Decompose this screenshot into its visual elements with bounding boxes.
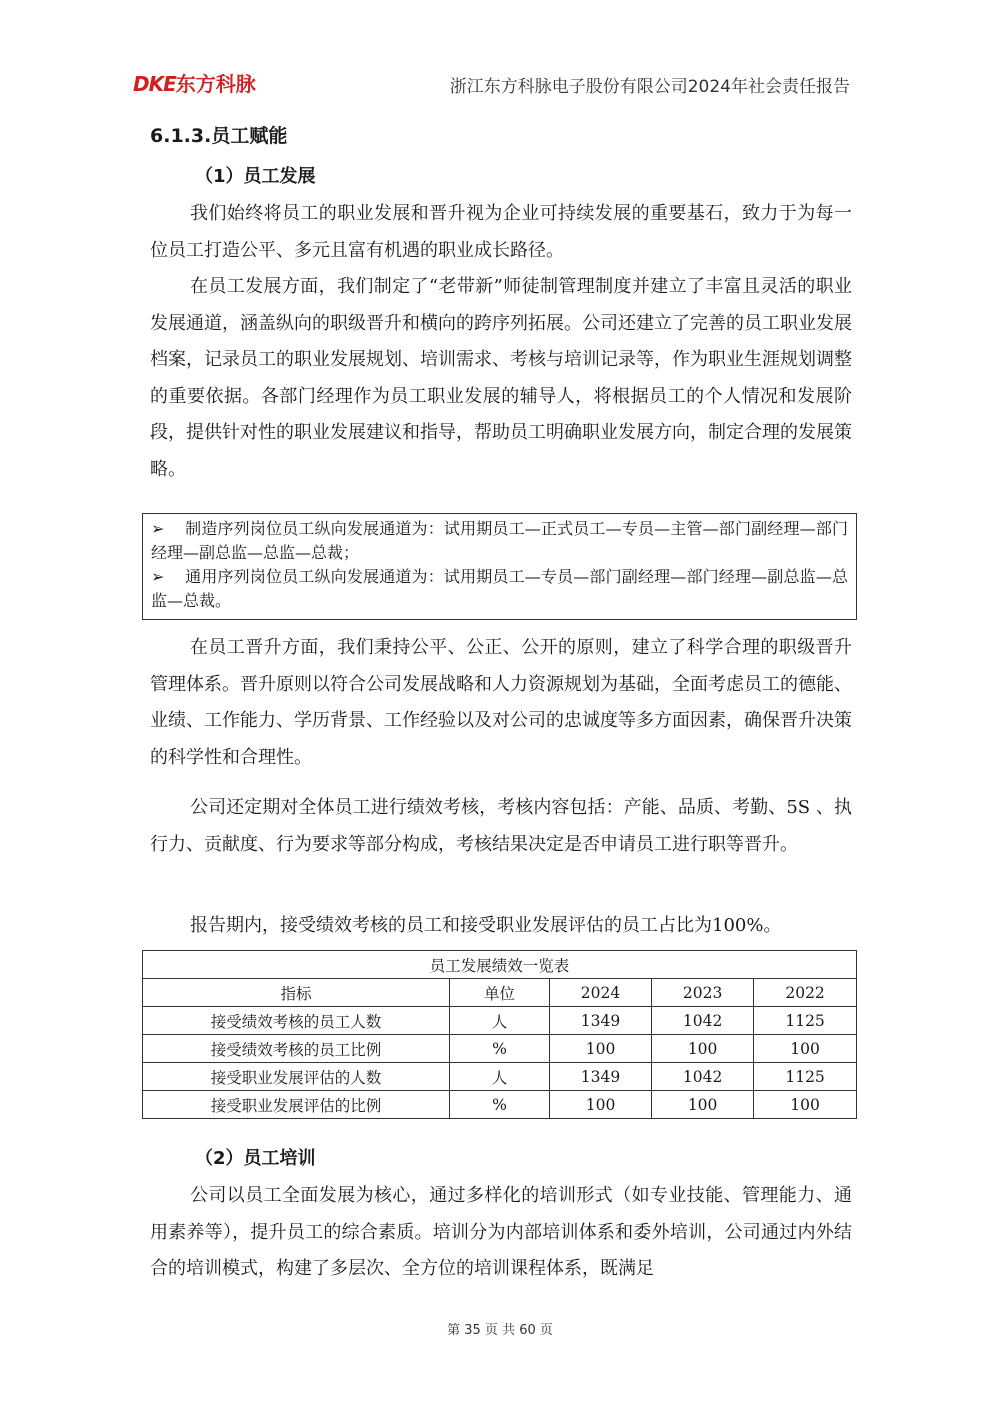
- section-title: 6.1.3.员工赋能: [150, 125, 288, 147]
- subsection-title-development: （1）员工发展: [195, 166, 316, 187]
- table-cell: 1042: [652, 1063, 754, 1091]
- table-cell: 接受绩效考核的员工人数: [143, 1007, 450, 1035]
- report-title: 浙江东方科脉电子股份有限公司2024年社会责任报告: [449, 77, 850, 97]
- paragraph: 公司还定期对全体员工进行绩效考核，考核内容包括：产能、品质、考勤、5S 、执行力、贡献度、行为要求等部分构成，考核结果决定是否申请员工进行职等晋升。: [150, 797, 852, 855]
- table-cell: 100: [652, 1091, 754, 1119]
- page-footer: 第 35 页 共 60 页: [447, 1323, 553, 1338]
- table-cell: 1349: [549, 1007, 651, 1035]
- table-cell: 1042: [652, 1007, 754, 1035]
- table-cell: 100: [754, 1035, 857, 1063]
- table-header: 2022: [754, 979, 857, 1007]
- performance-table: [142, 950, 857, 1119]
- table-header: 2023: [652, 979, 754, 1007]
- subsection-title-training: （2）员工培训: [195, 1148, 316, 1169]
- table-cell: 100: [754, 1091, 857, 1119]
- arrow-bullet-icon: ➢: [151, 519, 165, 538]
- table-cell: 人: [450, 1063, 550, 1091]
- career-path-item: [151, 517, 848, 565]
- table-title: 员工发展绩效一览表: [143, 951, 857, 979]
- table-header: 单位: [450, 979, 550, 1007]
- table-cell: 100: [549, 1035, 651, 1063]
- table-header: 指标: [143, 979, 450, 1007]
- career-path-text: 制造序列岗位员工纵向发展通道为：试用期员工—正式员工—专员—主管—部门副经理—部门经理—副总监—总监—总裁；: [151, 519, 848, 562]
- page-header: [0, 0, 1000, 110]
- table-row: [143, 1007, 857, 1035]
- table-cell: 1125: [754, 1063, 857, 1091]
- table-cell: %: [450, 1035, 550, 1063]
- arrow-bullet-icon: ➢: [151, 567, 165, 586]
- table-cell: 1349: [549, 1063, 651, 1091]
- table-row: [143, 1091, 857, 1119]
- table-row: [143, 1035, 857, 1063]
- table-cell: 100: [549, 1091, 651, 1119]
- table-header: 2024: [549, 979, 651, 1007]
- table-cell: 1125: [754, 1007, 857, 1035]
- paragraph: 我们始终将员工的职业发展和晋升视为企业可持续发展的重要基石，致力于为每一位员工打造公平、多元且富有机遇的职业成长路径。: [150, 203, 852, 261]
- table-header-row: [143, 979, 857, 1007]
- table-title-row: [143, 951, 857, 979]
- table-row: [143, 1063, 857, 1091]
- company-logo: [133, 68, 256, 97]
- table-cell: 100: [652, 1035, 754, 1063]
- career-path-item: [151, 565, 848, 613]
- paragraph: 在员工发展方面，我们制定了“老带新”师徒制管理制度并建立了丰富且灵活的职业发展通道，涵盖纵向的职级晋升和横向的跨序列拓展。公司还建立了完善的员工职业发展档案，记录员工的职业发展规划、培训需求、考核与培训记录等，作为职业生涯规划调整的重要依据。各部门经理作为员工职业发展的辅导人，将根据员工的个人情况和发展阶段，提供针对性的职业发展建议和指导，帮助员工明确职业发展方向，制定合理的发展策略。: [150, 276, 852, 480]
- logo-cn: 东方科脉: [175, 72, 256, 96]
- table-cell: 接受职业发展评估的比例: [143, 1091, 450, 1119]
- paragraph: 在员工晋升方面，我们秉持公平、公正、公开的原则，建立了科学合理的职级晋升管理体系。晋升原则以符合公司发展战略和人力资源规划为基础，全面考虑员工的德能、业绩、工作能力、学历背景、工作经验以及对公司的忠诚度等多方面因素，确保晋升决策的科学性和合理性。: [150, 637, 852, 768]
- table-cell: 接受绩效考核的员工比例: [143, 1035, 450, 1063]
- career-path-text: 通用序列岗位员工纵向发展通道为：试用期员工—专员—部门副经理—部门经理—副总监—总监—总裁。: [151, 567, 848, 610]
- logo-latin: DKE: [133, 72, 176, 96]
- career-path-box: [142, 513, 857, 620]
- paragraph: 报告期内，接受绩效考核的员工和接受职业发展评估的员工占比为100%。: [190, 915, 782, 936]
- paragraph: 公司以员工全面发展为核心，通过多样化的培训形式（如专业技能、管理能力、通用素养等），提升员工的综合素质。培训分为内部培训体系和委外培训，公司通过内外结合的培训模式，构建了多层次、全方位的培训课程体系，既满足: [150, 1185, 852, 1279]
- table-cell: %: [450, 1091, 550, 1119]
- table-cell: 人: [450, 1007, 550, 1035]
- table-cell: 接受职业发展评估的人数: [143, 1063, 450, 1091]
